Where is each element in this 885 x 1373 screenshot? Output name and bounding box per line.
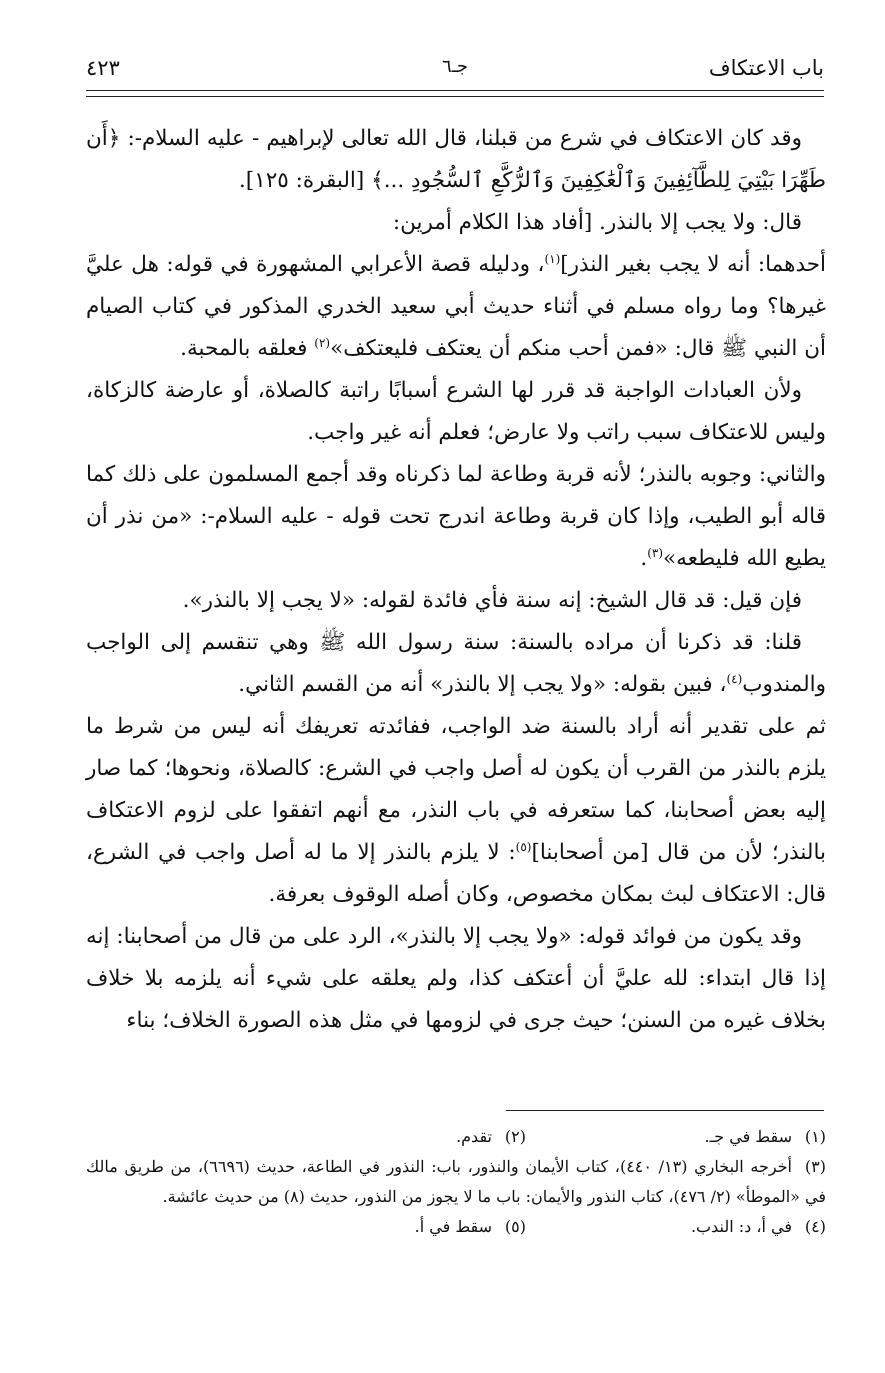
paragraph-text: قلنا: قد ذكرنا أن مراده بالسنة: سنة رسول الله ﷺ وهي تنقسم إلى الواجب والمندوب bbox=[86, 630, 826, 697]
footnote-2 bbox=[226, 1122, 526, 1152]
footnote-reference: (٥) bbox=[515, 839, 532, 854]
footnote-reference: (١) bbox=[544, 251, 561, 266]
footnote-separator bbox=[506, 1110, 824, 1111]
paragraph bbox=[86, 706, 826, 916]
footnote-4 bbox=[526, 1212, 826, 1242]
footnotes bbox=[86, 1122, 826, 1242]
paragraph-text: وقد يكون من فوائد قوله: «ولا يجب إلا بالنذر»، الرد على من قال من أصحابنا: إنه إذا قال ابتداء: لله عليَّ أن أعتكف كذا، ولم يعلقه على شيء أنه يلزمه بلا خلاف بخلاف غيره من السنن؛ حيث جرى في لزومها في مثل هذه الصورة الخلاف؛ بناء bbox=[86, 924, 826, 1033]
footnote-reference: (٤) bbox=[726, 671, 743, 686]
paragraph-text: ثم على تقدير أنه أراد بالسنة ضد الواجب، ففائدته تعريفك أنه ليس من شرط ما يلزم بالنذر من القرب أن يكون له أصل واجب في الشرع: كالصلاة، ونحوها؛ كما صار إليه بعض أصحابنا، كما ستعرفه في باب النذر، مع أنهم اتفقوا على لزوم الاعتكاف بالنذر؛ لأن من قال [من أصحابنا] bbox=[86, 714, 826, 865]
paragraph bbox=[86, 370, 826, 454]
paragraph-text: ، ودليله قصة الأعرابي المشهورة في قوله: هل عليَّ غيرها؟ وما رواه مسلم في أثناء حديث أبي سعيد الخدري المذكور في كتاب الصيام أن النبي ﷺ قال: «فمن أحب منكم أن يعتكف فليعتكف» bbox=[86, 252, 826, 361]
footnote-5 bbox=[226, 1212, 526, 1242]
main-text bbox=[86, 118, 826, 1042]
footnote-row-1 bbox=[86, 1122, 826, 1152]
volume-label: جـ٦ bbox=[441, 56, 469, 77]
paragraph bbox=[86, 244, 826, 370]
chapter-title: باب الاعتكاف bbox=[708, 56, 824, 80]
paragraph bbox=[86, 118, 826, 202]
page-header bbox=[86, 50, 824, 90]
footnote-1 bbox=[526, 1122, 826, 1152]
paragraph-text: فإن قيل: قد قال الشيخ: إنه سنة فأي فائدة لقوله: «لا يجب إلا بالنذر». bbox=[182, 588, 802, 613]
footnote-number: (٤) bbox=[804, 1217, 826, 1236]
paragraph bbox=[86, 622, 826, 706]
page-number: ٤٢٣ bbox=[86, 56, 120, 80]
paragraph-text: . bbox=[640, 546, 648, 571]
footnote-number: (٣) bbox=[804, 1157, 827, 1176]
footnote-text: في أ، د: الندب. bbox=[690, 1217, 792, 1236]
paragraph-text: والثاني: وجوبه بالنذر؛ لأنه قربة وطاعة لما ذكرناه وقد أجمع المسلمون على ذلك كما قاله أبو الطيب، وإذا كان قربة وطاعة اندرج تحت قوله - عليه السلام-: «من نذر أن يطيع الله فليطعه» bbox=[86, 462, 826, 571]
paragraph-text: ولأن العبادات الواجبة قد قرر لها الشرع أسبابًا راتبة كالصلاة، أو عارضة كالزكاة، وليس للاعتكاف سبب راتب ولا عارض؛ فعلم أنه غير واجب. bbox=[86, 378, 826, 445]
header-rule-top bbox=[86, 90, 824, 91]
paragraph bbox=[86, 580, 826, 622]
header-rule-bottom bbox=[86, 96, 824, 97]
paragraph bbox=[86, 454, 826, 580]
footnote-number: (١) bbox=[804, 1127, 826, 1146]
paragraph-text: : لا يلزم بالنذر إلا ما له أصل واجب في الشرع، قال: الاعتكاف لبث بمكان مخصوص، وكان أصله الوقوف بعرفة. bbox=[86, 840, 826, 907]
paragraph-text: ، فبين بقوله: «ولا يجب إلا بالنذر» أنه من القسم الثاني. bbox=[238, 672, 727, 697]
footnote-number: (٢) bbox=[504, 1127, 526, 1146]
paragraph-text: فعلقه بالمحبة. bbox=[180, 336, 315, 361]
footnote-text: سقط في جـ. bbox=[704, 1127, 792, 1146]
paragraph-text: أحدهما: أنه لا يجب بغير النذر] bbox=[560, 252, 826, 277]
paragraph-text: وقد كان الاعتكاف في شرع من قبلنا، قال الله تعالى لإبراهيم - عليه السلام-: ﴿أَن طَهِّرَا بَيْتِيَ لِلطَّآئِفِينَ وَٱلْعَٰكِفِينَ وَٱلرُّكَّعِ ٱلسُّجُودِ ...﴾ [البقرة: ١٢٥]. bbox=[86, 126, 826, 193]
footnote-reference: (٣) bbox=[647, 545, 664, 560]
footnote-3 bbox=[86, 1152, 826, 1212]
footnote-text: أخرجه البخاري (١٣/ ٤٤٠)، كتاب الأيمان والنذور، باب: النذور في الطاعة، حديث (٦٦٩٦)، من طريق مالك في «الموطأ» (٢/ ٤٧٦)، كتاب النذور والأيمان: باب ما لا يجوز من النذور، حديث (٨) من حديث عائشة. bbox=[86, 1157, 826, 1206]
footnote-row-2 bbox=[86, 1212, 826, 1242]
footnote-text: سقط في أ. bbox=[414, 1217, 492, 1236]
paragraph bbox=[86, 916, 826, 1042]
footnote-text: تقدم. bbox=[456, 1127, 492, 1146]
footnote-reference: (٢) bbox=[314, 335, 331, 350]
footnote-number: (٥) bbox=[504, 1217, 526, 1236]
paragraph-text: قال: ولا يجب إلا بالنذر. [أفاد هذا الكلام أمرين: bbox=[392, 210, 802, 235]
paragraph bbox=[86, 202, 826, 244]
